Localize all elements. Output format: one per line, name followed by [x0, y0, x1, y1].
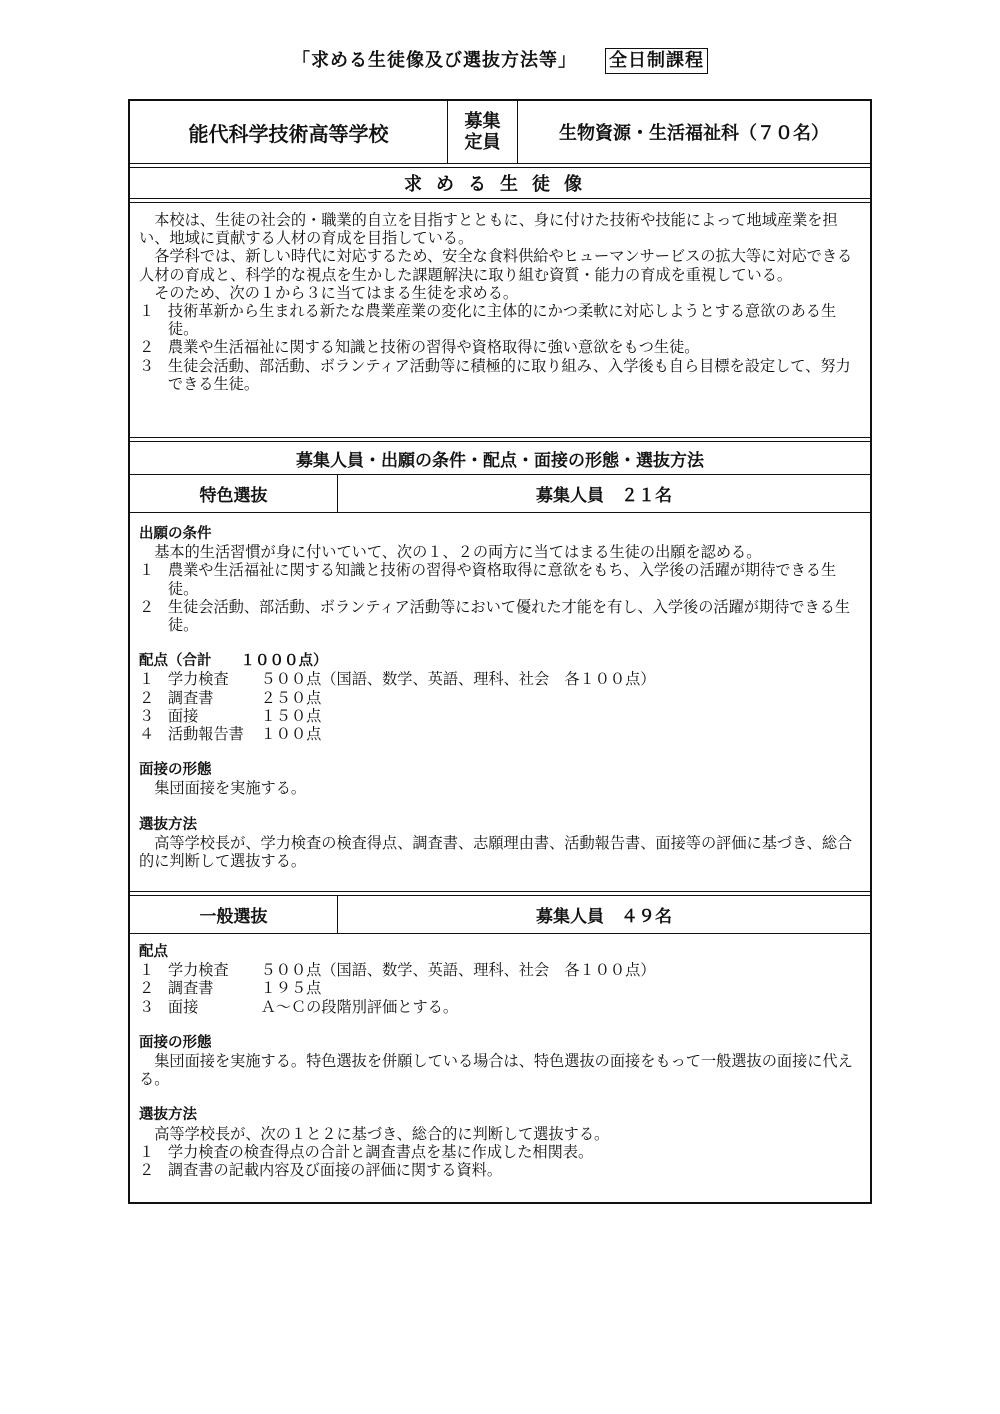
score-row: ４ 活動報告書 １００点: [139, 725, 322, 744]
paragraph: 各学科では、新しい時代に対応するため、安全な食料供給やヒューマンサービスの拡大等に対応できる人材の育成と、科学的な視点を生かした課題解決に取り組む資質・能力の育成を重視している。: [139, 247, 853, 284]
special-selection-row: [130, 475, 870, 512]
department-capacity: 生物資源・生活福祉科（７０名）: [559, 123, 829, 144]
paragraph: そのため、次の１から３に当てはまる生徒を求める。: [154, 283, 519, 302]
general-selection-body: [139, 943, 864, 1179]
capacity-label-line-2: 定員: [464, 132, 501, 153]
general-selection-row: [130, 896, 870, 933]
divider: [130, 933, 870, 934]
score-row: １ 学力検査 ５００点（国語、数学、英語、理科、社会 各１００点）: [139, 670, 656, 689]
list-item: ２ 生徒会活動、部活動、ボランティア活動等において優れた才能を有し、入学後の活躍が期待できる生徒。: [139, 597, 851, 635]
course-badge: 全日制課程: [605, 48, 708, 74]
school-name: 能代科学技術高等学校: [130, 101, 448, 163]
special-selection-body: [139, 525, 864, 870]
list-item: １ 農業や生活福祉に関する知識と技術の習得や資格取得に意欲をもち、入学後の活躍が期待できる生徒。: [139, 561, 837, 598]
interview-heading: 面接の形態: [139, 762, 212, 779]
score-row: ３ 面接 １５０点: [139, 706, 322, 725]
school-row: [130, 101, 870, 163]
divider: [130, 512, 870, 513]
interview-heading: 面接の形態: [139, 1034, 212, 1051]
page-heading: [0, 46, 1000, 74]
method-heading: 選抜方法: [139, 816, 197, 833]
document-frame: [128, 99, 872, 1204]
capacity-label-line-1: 募集: [464, 111, 501, 132]
list-item: １ 学力検査の検査得点の合計と調査書点を基に作成した相関表。: [139, 1142, 594, 1161]
score-row: １ 学力検査 ５００点（国語、数学、英語、理科、社会 各１００点）: [139, 961, 656, 980]
score-heading: 配点: [139, 944, 168, 960]
divider-double: [130, 198, 870, 203]
list-item: １ 技術革新から生まれる新たな農業産業の変化に主体的にかつ柔軟に対応しようとする意欲のある生徒。: [139, 302, 837, 339]
conditions-intro: 基本的生活習慣が身に付いていて、次の１、２の両方に当てはまる生徒の出願を認める。: [154, 543, 762, 562]
interview-text: 集団面接を実施する。特色選抜を併願している場合は、特色選抜の面接をもって一般選抜の面接に代える。: [139, 1052, 853, 1089]
score-row: ２ 調査書 ２５０点: [139, 688, 322, 707]
conditions-heading: 出願の条件: [139, 526, 212, 542]
capacity-label: [448, 101, 518, 163]
special-selection-count: 募集人員 ２１名: [536, 486, 672, 506]
general-selection-count: 募集人員 ４９名: [536, 907, 672, 927]
ideal-student-body: [139, 211, 864, 393]
general-selection-name: 一般選抜: [130, 896, 338, 933]
score-row: ３ 面接 Ａ～Ｃの段階別評価とする。: [139, 997, 459, 1016]
score-heading: 配点（合計 １０００点）: [139, 653, 328, 670]
list-item: ３ 生徒会活動、部活動、ボランティア活動等に積極的に取り組み、入学後も自ら目標を設定して、努力できる生徒。: [139, 356, 851, 393]
special-selection-name: 特色選抜: [130, 475, 338, 512]
method-intro: 高等学校長が、次の１と２に基づき、総合的に判断して選抜する。: [154, 1124, 610, 1143]
list-item: ２ 調査書の記載内容及び面接の評価に関する資料。: [139, 1161, 502, 1180]
score-row: ２ 調査書 １９５点: [139, 979, 322, 998]
selection-heading: 募集人員・出願の条件・配点・面接の形態・選抜方法: [296, 450, 704, 471]
method-text: 高等学校長が、学力検査の検査得点、調査書、志願理由書、活動報告書、面接等の評価に基づき、総合的に判断して選抜する。: [139, 833, 853, 871]
interview-text: 集団面接を実施する。: [154, 779, 307, 798]
page-title: 「求める生徒像及び選抜方法等」: [292, 50, 577, 71]
paragraph: 本校は、生徒の社会的・職業的自立を目指すとともに、身に付けた技術や技能によって地域産業を担い、地域に貢献する人材の育成を目指している。: [139, 211, 838, 248]
ideal-student-heading-row: [130, 168, 870, 198]
list-item: ２ 農業や生活福祉に関する知識と技術の習得や資格取得に強い意欲をもつ生徒。: [139, 338, 700, 357]
selection-heading-row: [130, 442, 870, 474]
method-heading: 選抜方法: [139, 1107, 197, 1124]
ideal-student-heading: 求める生徒像: [404, 174, 596, 195]
